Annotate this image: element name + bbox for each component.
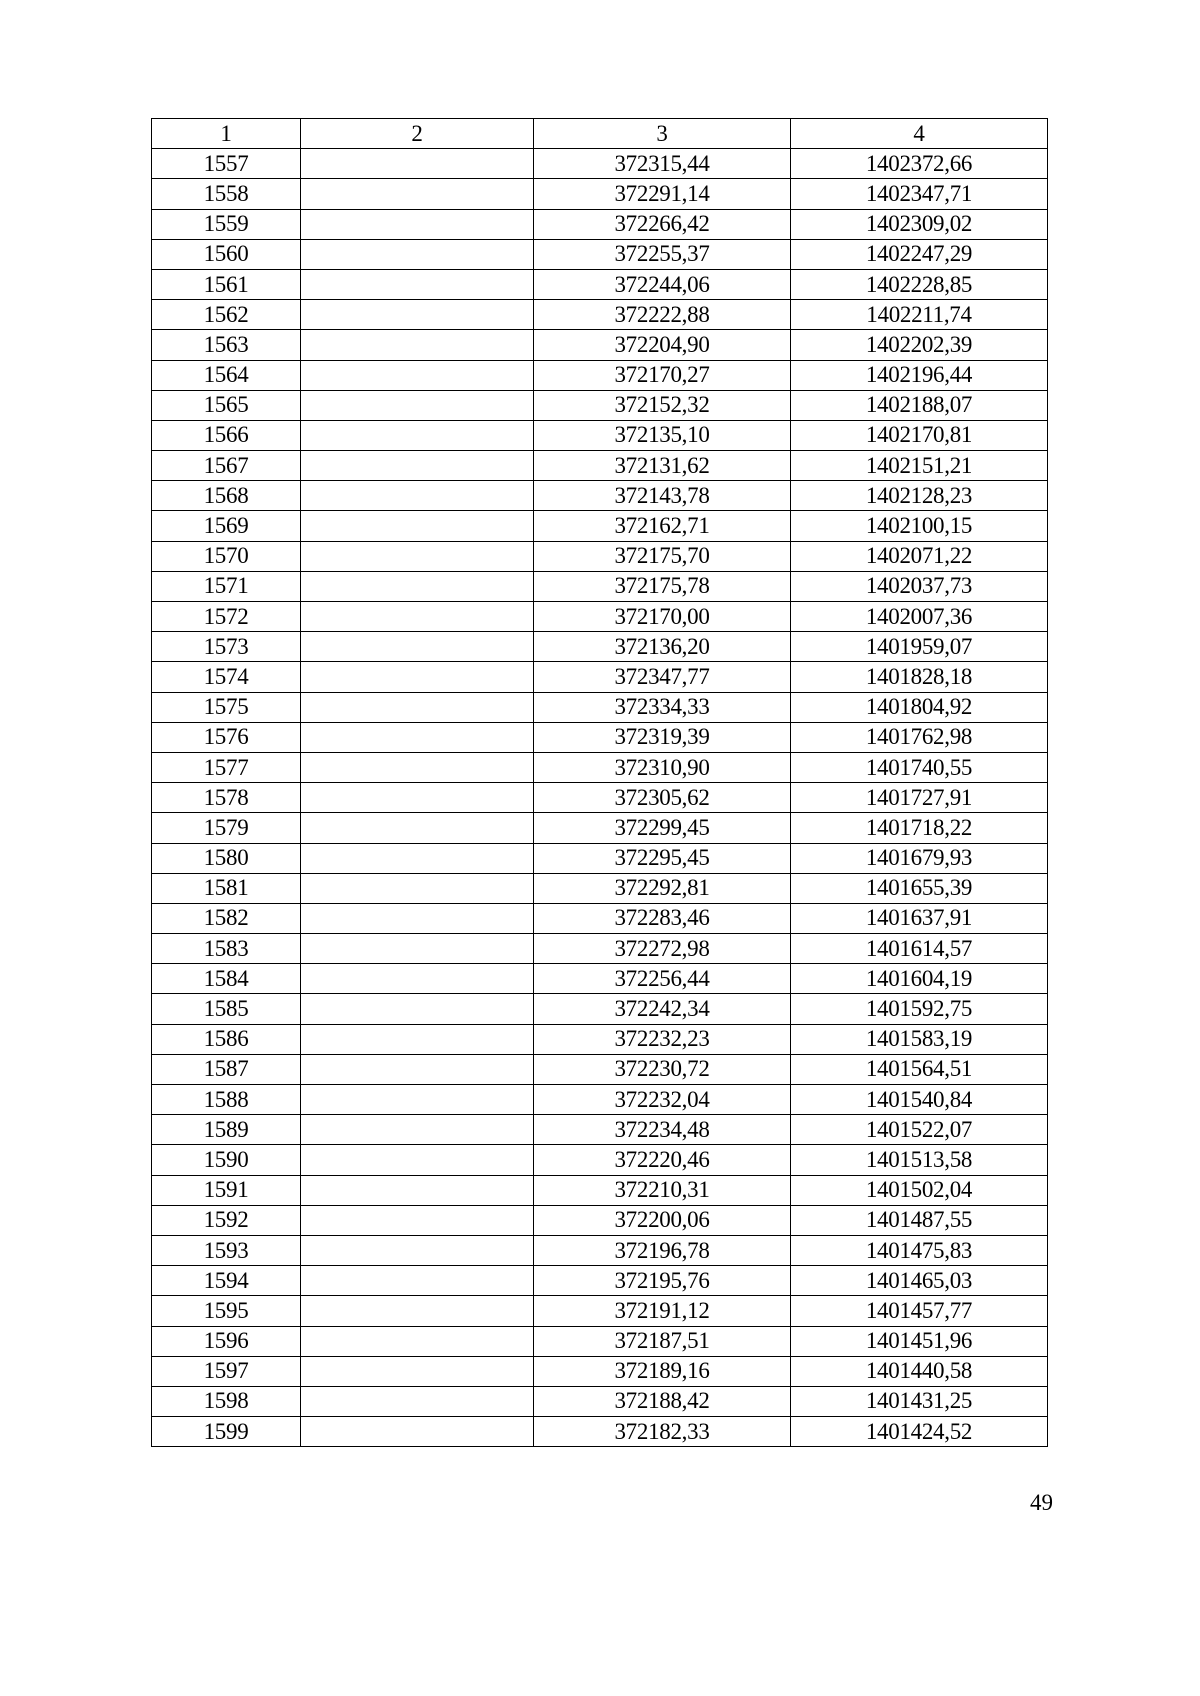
table-cell: 372143,78: [534, 481, 791, 511]
table-cell: 1596: [152, 1326, 301, 1356]
table-cell: 1401727,91: [791, 783, 1048, 813]
table-cell: [301, 1266, 534, 1296]
table-cell: 1401440,58: [791, 1356, 1048, 1386]
table-row: [152, 1024, 1048, 1054]
table-cell: 372256,44: [534, 964, 791, 994]
table-cell: [301, 451, 534, 481]
table-cell: 372242,34: [534, 994, 791, 1024]
table-cell: [301, 179, 534, 209]
table-cell: 372295,45: [534, 843, 791, 873]
table-cell: 1401564,51: [791, 1054, 1048, 1084]
table-cell: 1401431,25: [791, 1386, 1048, 1416]
table-cell: [301, 873, 534, 903]
table-cell: 372310,90: [534, 752, 791, 782]
table-cell: 1594: [152, 1266, 301, 1296]
table-row: [152, 722, 1048, 752]
table-row: [152, 239, 1048, 269]
table-cell: 1564: [152, 360, 301, 390]
table-cell: 372187,51: [534, 1326, 791, 1356]
table-cell: 1402372,66: [791, 149, 1048, 179]
column-header: 2: [301, 119, 534, 149]
table-row: [152, 390, 1048, 420]
table-cell: [301, 1205, 534, 1235]
table-cell: [301, 934, 534, 964]
table-cell: 1402071,22: [791, 541, 1048, 571]
table-cell: 1588: [152, 1085, 301, 1115]
page-number: 49: [1030, 1490, 1053, 1515]
table-cell: 1573: [152, 632, 301, 662]
table-cell: [301, 149, 534, 179]
table-cell: [301, 360, 534, 390]
table-cell: 1402037,73: [791, 571, 1048, 601]
table-cell: [301, 269, 534, 299]
table-cell: 1401637,91: [791, 903, 1048, 933]
table-row: [152, 964, 1048, 994]
table-cell: 372230,72: [534, 1054, 791, 1084]
table-cell: 1401679,93: [791, 843, 1048, 873]
table-row: [152, 843, 1048, 873]
table-cell: 372244,06: [534, 269, 791, 299]
table-cell: 372170,00: [534, 602, 791, 632]
table-cell: 1586: [152, 1024, 301, 1054]
table-row: [152, 269, 1048, 299]
table-cell: 1402228,85: [791, 269, 1048, 299]
table-cell: 372210,31: [534, 1175, 791, 1205]
table-cell: 1401762,98: [791, 722, 1048, 752]
table-header-row: [152, 119, 1048, 149]
table-cell: 372196,78: [534, 1235, 791, 1265]
table-cell: 1401457,77: [791, 1296, 1048, 1326]
table-cell: 1582: [152, 903, 301, 933]
table-cell: [301, 632, 534, 662]
table-row: [152, 1145, 1048, 1175]
table-cell: 1402202,39: [791, 330, 1048, 360]
table-cell: 372131,62: [534, 451, 791, 481]
table-cell: 1599: [152, 1417, 301, 1447]
table-row: [152, 1085, 1048, 1115]
table-cell: [301, 239, 534, 269]
table-cell: [301, 390, 534, 420]
table-cell: 1576: [152, 722, 301, 752]
table-cell: 372305,62: [534, 783, 791, 813]
table-cell: [301, 813, 534, 843]
table-row: [152, 783, 1048, 813]
table-cell: [301, 722, 534, 752]
table-cell: 1595: [152, 1296, 301, 1326]
table-cell: 372188,42: [534, 1386, 791, 1416]
table-cell: 1574: [152, 662, 301, 692]
table-cell: 372266,42: [534, 209, 791, 239]
table-cell: 1401828,18: [791, 662, 1048, 692]
table-cell: 1590: [152, 1145, 301, 1175]
table-cell: 1583: [152, 934, 301, 964]
table-cell: 372136,20: [534, 632, 791, 662]
table-cell: 372222,88: [534, 300, 791, 330]
table-cell: 372232,04: [534, 1085, 791, 1115]
table-cell: 1401540,84: [791, 1085, 1048, 1115]
column-header: 3: [534, 119, 791, 149]
table-cell: 1562: [152, 300, 301, 330]
table-cell: 1589: [152, 1115, 301, 1145]
table-cell: 1563: [152, 330, 301, 360]
table-row: [152, 1175, 1048, 1205]
table-cell: 1592: [152, 1205, 301, 1235]
table-cell: 372255,37: [534, 239, 791, 269]
table-cell: [301, 1085, 534, 1115]
table-cell: 1401655,39: [791, 873, 1048, 903]
table-row: [152, 149, 1048, 179]
table-cell: 372189,16: [534, 1356, 791, 1386]
table-cell: 1593: [152, 1235, 301, 1265]
table-cell: 1584: [152, 964, 301, 994]
table-cell: 1579: [152, 813, 301, 843]
table-row: [152, 1205, 1048, 1235]
table-cell: 1401513,58: [791, 1145, 1048, 1175]
table-row: [152, 420, 1048, 450]
table-cell: 1401804,92: [791, 692, 1048, 722]
table-cell: 372299,45: [534, 813, 791, 843]
table-cell: 372191,12: [534, 1296, 791, 1326]
table-cell: [301, 1115, 534, 1145]
table-cell: [301, 1326, 534, 1356]
table-cell: [301, 420, 534, 450]
table-row: [152, 541, 1048, 571]
table-row: [152, 1326, 1048, 1356]
table-cell: 372175,70: [534, 541, 791, 571]
table-cell: 1401740,55: [791, 752, 1048, 782]
table-cell: 1597: [152, 1356, 301, 1386]
table-cell: 372272,98: [534, 934, 791, 964]
table-cell: 1401424,52: [791, 1417, 1048, 1447]
table-cell: 1401465,03: [791, 1266, 1048, 1296]
table-cell: 1402196,44: [791, 360, 1048, 390]
table-cell: 1570: [152, 541, 301, 571]
table-cell: [301, 330, 534, 360]
table-cell: 372182,33: [534, 1417, 791, 1447]
table-row: [152, 300, 1048, 330]
table-row: [152, 994, 1048, 1024]
table-cell: 1571: [152, 571, 301, 601]
table-cell: 1401614,57: [791, 934, 1048, 964]
table-cell: [301, 903, 534, 933]
table-cell: 372170,27: [534, 360, 791, 390]
column-header: 1: [152, 119, 301, 149]
table-row: [152, 330, 1048, 360]
table-row: [152, 360, 1048, 390]
table-cell: 1575: [152, 692, 301, 722]
table-cell: 1565: [152, 390, 301, 420]
table-row: [152, 511, 1048, 541]
table-cell: 1567: [152, 451, 301, 481]
table-cell: 1402188,07: [791, 390, 1048, 420]
table-cell: [301, 1054, 534, 1084]
table-row: [152, 813, 1048, 843]
table-cell: 1402128,23: [791, 481, 1048, 511]
table-cell: 1585: [152, 994, 301, 1024]
table-cell: 372319,39: [534, 722, 791, 752]
table-cell: 372175,78: [534, 571, 791, 601]
table-cell: 1581: [152, 873, 301, 903]
table-row: [152, 903, 1048, 933]
table-row: [152, 209, 1048, 239]
table-cell: 372292,81: [534, 873, 791, 903]
table-cell: [301, 1024, 534, 1054]
table-cell: 1401475,83: [791, 1235, 1048, 1265]
table-cell: 1580: [152, 843, 301, 873]
table-row: [152, 1054, 1048, 1084]
table-row: [152, 1266, 1048, 1296]
table-row: [152, 571, 1048, 601]
table-cell: 372232,23: [534, 1024, 791, 1054]
table-cell: 1559: [152, 209, 301, 239]
table-cell: 372220,46: [534, 1145, 791, 1175]
table-cell: 372283,46: [534, 903, 791, 933]
table-cell: [301, 1386, 534, 1416]
table-cell: [301, 843, 534, 873]
table-row: [152, 451, 1048, 481]
table-cell: [301, 1235, 534, 1265]
table-cell: 1401522,07: [791, 1115, 1048, 1145]
table-cell: [301, 1417, 534, 1447]
table-cell: 1568: [152, 481, 301, 511]
table-row: [152, 179, 1048, 209]
table-cell: 1591: [152, 1175, 301, 1205]
column-header: 4: [791, 119, 1048, 149]
table-cell: 372200,06: [534, 1205, 791, 1235]
table-cell: 372195,76: [534, 1266, 791, 1296]
table-cell: 1558: [152, 179, 301, 209]
table-cell: [301, 692, 534, 722]
table-cell: 1598: [152, 1386, 301, 1416]
table-cell: [301, 994, 534, 1024]
table-body: [152, 149, 1048, 1447]
table-row: [152, 1417, 1048, 1447]
table-cell: 372334,33: [534, 692, 791, 722]
table-cell: 372315,44: [534, 149, 791, 179]
table-cell: 1402347,71: [791, 179, 1048, 209]
table-cell: 1560: [152, 239, 301, 269]
table-cell: [301, 1145, 534, 1175]
table-cell: 1561: [152, 269, 301, 299]
table-cell: [301, 662, 534, 692]
table-cell: 1401718,22: [791, 813, 1048, 843]
table-row: [152, 662, 1048, 692]
table-cell: 372347,77: [534, 662, 791, 692]
table-cell: 1401604,19: [791, 964, 1048, 994]
table-cell: [301, 1356, 534, 1386]
table-cell: 1577: [152, 752, 301, 782]
table-cell: 372152,32: [534, 390, 791, 420]
table-row: [152, 1296, 1048, 1326]
table-cell: 372291,14: [534, 179, 791, 209]
table-cell: 1402211,74: [791, 300, 1048, 330]
table-cell: 1402007,36: [791, 602, 1048, 632]
table-cell: [301, 752, 534, 782]
table-cell: [301, 1175, 534, 1205]
table-cell: 1569: [152, 511, 301, 541]
table-cell: 1572: [152, 602, 301, 632]
table-cell: 1402170,81: [791, 420, 1048, 450]
table-cell: 1402100,15: [791, 511, 1048, 541]
table-cell: 1566: [152, 420, 301, 450]
table-cell: 1401592,75: [791, 994, 1048, 1024]
table-cell: [301, 541, 534, 571]
table-cell: [301, 571, 534, 601]
table-row: [152, 873, 1048, 903]
table-cell: 1557: [152, 149, 301, 179]
table-row: [152, 481, 1048, 511]
table-cell: 372135,10: [534, 420, 791, 450]
table-cell: 1401583,19: [791, 1024, 1048, 1054]
table-cell: [301, 511, 534, 541]
table-cell: 1402151,21: [791, 451, 1048, 481]
table-row: [152, 692, 1048, 722]
table-cell: [301, 602, 534, 632]
table-row: [152, 752, 1048, 782]
table-row: [152, 602, 1048, 632]
table-cell: 372204,90: [534, 330, 791, 360]
table-cell: [301, 481, 534, 511]
coordinates-table: [151, 118, 1048, 1447]
table-cell: 372162,71: [534, 511, 791, 541]
table-row: [152, 1235, 1048, 1265]
table-cell: 1401959,07: [791, 632, 1048, 662]
table-cell: 1401502,04: [791, 1175, 1048, 1205]
table-row: [152, 1356, 1048, 1386]
table-cell: 1401451,96: [791, 1326, 1048, 1356]
table-cell: 372234,48: [534, 1115, 791, 1145]
table-cell: [301, 1296, 534, 1326]
table-row: [152, 1386, 1048, 1416]
table-row: [152, 934, 1048, 964]
table-cell: 1402247,29: [791, 239, 1048, 269]
table-cell: [301, 300, 534, 330]
table-cell: 1401487,55: [791, 1205, 1048, 1235]
table-cell: [301, 964, 534, 994]
table-cell: 1402309,02: [791, 209, 1048, 239]
table-cell: 1578: [152, 783, 301, 813]
table-row: [152, 632, 1048, 662]
table-cell: [301, 783, 534, 813]
table-cell: 1587: [152, 1054, 301, 1084]
table-row: [152, 1115, 1048, 1145]
table-cell: [301, 209, 534, 239]
